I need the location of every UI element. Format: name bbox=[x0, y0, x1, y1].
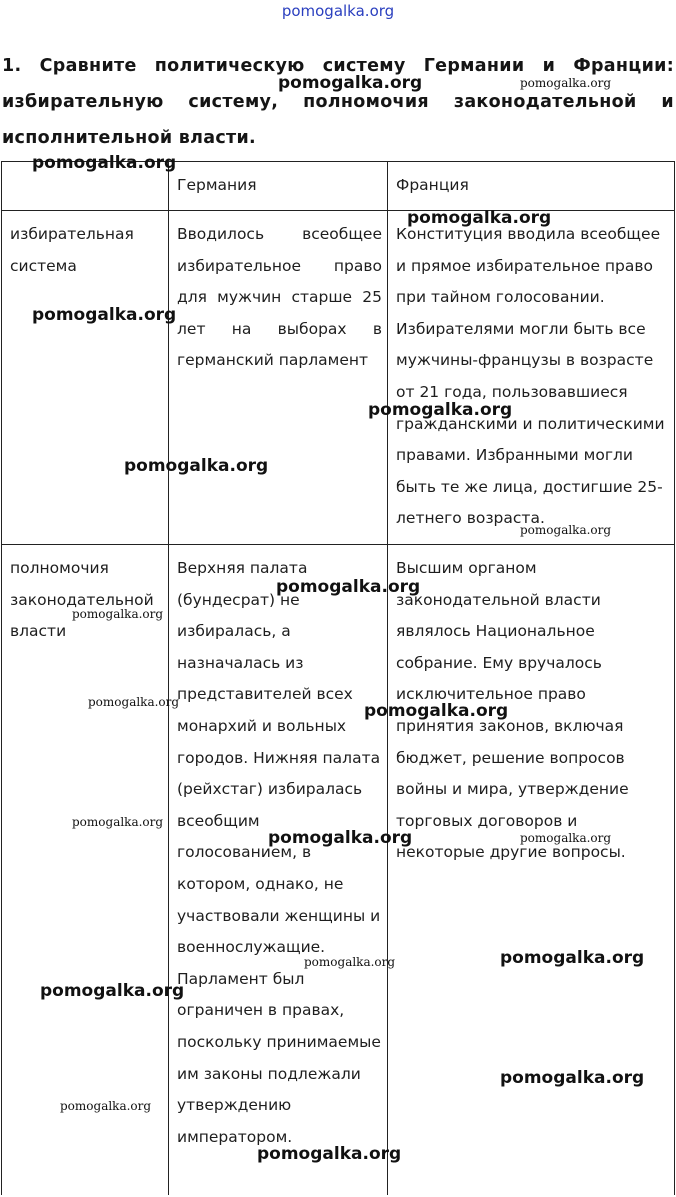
watermark: pomogalka.org bbox=[88, 695, 180, 709]
cell-france-electoral: Конституция вводила всеобщее и прямое избирательное право при тайном голосовании. Избирателями могли быть все мужчины-французы в возрасте от 21 года, пользовавшиеся гражданскими и политическими правами. Избранными могли быть те же лица, достигшие 25-летнего возраста. bbox=[396, 225, 665, 528]
watermark: pomogalka.org bbox=[278, 73, 423, 93]
watermark: pomogalka.org bbox=[304, 955, 396, 969]
watermark: pomogalka.org bbox=[520, 831, 612, 845]
watermark: pomogalka.org bbox=[407, 208, 552, 228]
site-watermark-header[interactable]: pomogalka.org bbox=[281, 2, 395, 20]
row-label-electoral-system: избирательная система bbox=[10, 225, 134, 275]
cell-france-legislative: Высшим органом законодательной власти являлось Национальное собрание. Ему вручалось исключительное право принятия законов, включая бюджет, решение вопросов войны и мира, утверждение торговых договоров и некоторые другие вопросы. bbox=[396, 559, 629, 862]
watermark: pomogalka.org bbox=[500, 948, 645, 968]
watermark: pomogalka.org bbox=[364, 701, 509, 721]
cell-germany-legislative: Верхняя палата (бундесрат) не избиралась, а назначалась из представителей всех монархий и вольных городов. Нижняя палата (рейхстаг) избиралась всеобщим голосованием, в котором, однако, не участвовали женщины и военнослужащие. Парламент был ограничен в правах, поскольку принимаемые им законы подлежали утверждению императором. bbox=[177, 559, 381, 1146]
table-header-germany: Германия bbox=[177, 176, 257, 194]
watermark: pomogalka.org bbox=[268, 828, 413, 848]
watermark: pomogalka.org bbox=[520, 76, 612, 90]
watermark: pomogalka.org bbox=[72, 815, 164, 829]
column-divider bbox=[387, 162, 388, 1195]
row-label-legislative-powers: полномочия законодательной власти bbox=[10, 559, 154, 641]
watermark: pomogalka.org bbox=[60, 1099, 152, 1113]
watermark: pomogalka.org bbox=[368, 400, 513, 420]
row-divider bbox=[2, 544, 674, 545]
question-title: 1. Сравните политическую систему Германии и Франции: избирательную систему, полномочия законодательной и исполнительной власти. bbox=[2, 56, 674, 148]
watermark: pomogalka.org bbox=[32, 153, 177, 173]
table-header-france: Франция bbox=[396, 176, 469, 194]
cell-germany-electoral: Вводилось всеобщее избирательное право для мужчин старше 25 лет на выборах в германский парламент bbox=[177, 225, 382, 370]
watermark: pomogalka.org bbox=[124, 456, 269, 476]
watermark: pomogalka.org bbox=[72, 607, 164, 621]
row-divider bbox=[2, 210, 674, 211]
watermark: pomogalka.org bbox=[257, 1144, 402, 1164]
watermark: pomogalka.org bbox=[276, 577, 421, 597]
watermark: pomogalka.org bbox=[32, 305, 177, 325]
watermark: pomogalka.org bbox=[500, 1068, 645, 1088]
watermark: pomogalka.org bbox=[40, 981, 185, 1001]
watermark: pomogalka.org bbox=[520, 523, 612, 537]
